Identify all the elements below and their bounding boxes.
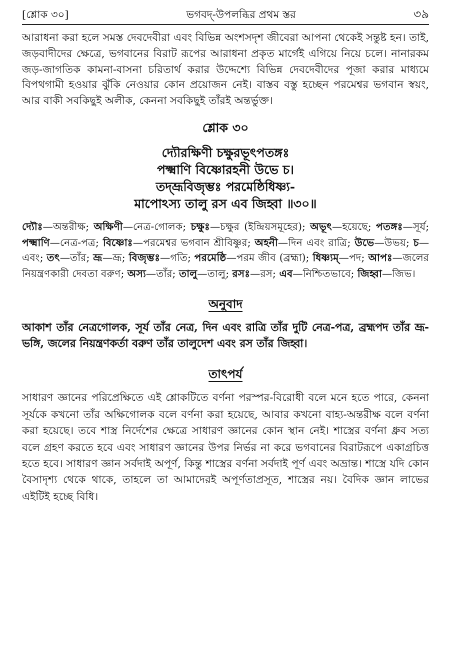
synonym-word: অভূৎ (310, 220, 332, 233)
purport-text: সাধারণ জ্ঞানের পরিপ্রেক্ষিতে এই শ্লোকটিতে বর্ণনা পরস্পর-বিরোধী বলে মনে হতে পারে, কেননা সূর্যকে কখনো তাঁর অক্ষিগোলক বলে বর্ণনা করা হয়েছে, আবার কখনো বাহ্য-অন্তরীক্ষ বলে বর্ণনা করা হয়েছে। তবে শাস্ত্র নির্দেশের ক্ষেত্রে সাধারণ জ্ঞানের কোন স্থান নেই। শাস্ত্রের বর্ণনা ধ্রুব সত্য বলে গ্রহণ করতে হবে এবং সাধারণ জ্ঞানের উপর নির্ভর না করে ভগবানের বিরাটরূপে একাগ্রচিত্ত হতে হবে। সাধারণ জ্ঞান সর্বদাই অপূর্ণ, কিন্তু শাস্ত্রের বর্ণনা সর্বদাই পূর্ণ এবং অভ্রান্ত। শাস্ত্রে যদি কোন বৈসাদৃশ্য থেকে থাকে, তাহলে তা আমাদেরই অপূর্ণতাপ্রসূত, শাস্ত্রের নয়। বৈদিক জ্ঞান লাভের এইটিই হচ্ছে বিধি। (22, 392, 429, 503)
synonym-meaning: তাঁর (156, 268, 173, 280)
synonym-meaning: রস (260, 268, 273, 280)
synonym-meaning: নেত্র-পত্র (59, 237, 96, 249)
synonym-word: বিজৃম্ভঃ (128, 252, 161, 265)
synonym-word: ভ্রূ (93, 252, 103, 265)
synonym-word: জিহ্বা (357, 267, 382, 280)
synonym-meaning: গতি (170, 253, 188, 265)
synonym-meaning: জিভ (392, 268, 412, 280)
translation-heading: অনুবাদ (208, 297, 243, 312)
synonym-word: আপঃ (368, 252, 393, 265)
header-center: ভগবদ্-উপলব্ধির প্রথম স্তর (186, 9, 296, 21)
verse-line-2: পক্ষ্মাণি বিষ্ণোরহনী উভে চ। (157, 161, 294, 177)
synonym-meaning: চক্ষুর (ইন্দ্রিয়সমূহের) (220, 221, 303, 233)
synonym-word: অহনী (254, 236, 278, 249)
synonym-meaning: পরমেশ্বর ভগবান শ্রীবিষ্ণুর (143, 237, 248, 249)
synonym-word: পক্ষ্মাণি (22, 236, 50, 249)
synonyms: দ্যৌঃ—অন্তরীক্ষ; অক্ষিণী—নেত্র-গোলক; চক্ষুঃ—চক্ষুর (ইন্দ্রিয়সমূহের); অভূৎ—হয়েছে; পতঙ্গঃ—সূর্য; পক্ষ্মাণি—নেত্র-পত্র; বিষ্ণোঃ—পরমেশ্বর ভগবান শ্রীবিষ্ণুর; অহনী—দিন এবং রাত্রি; উভে—উভয়; চ—এবং; তৎ—তাঁর; ভ্রূ—ভ্রূ; বিজৃম্ভঃ—গতি; পরমেষ্ঠি—পরম জীব (ব্রহ্মা); ধিষ্ণ্যম্—পদ; আপঃ—জলের নিয়ন্ত্রণকারী দেবতা বরুণ; অস্য—তাঁর; তালু—তালু; রসঃ—রস; এব—নিশ্চিতভাবে; জিহ্বা—জিভ। (22, 220, 430, 280)
verse-title: শ্লোক ৩০ (202, 119, 249, 135)
synonym-word: চক্ষুঃ (190, 220, 210, 233)
synonym-word: দ্যৌঃ (22, 220, 43, 233)
synonym-meaning: তাঁর (70, 253, 87, 265)
synonym-word: পতঙ্গঃ (376, 220, 403, 233)
verse-line-4: মাপোঽস্য তালু রস এব জিহ্বা ॥৩০॥ (134, 195, 317, 211)
intro-paragraph: আরাধনা করা হলে সমস্ত দেবদেবীরা এবং বিভিন্ন অংশসদৃশ জীবেরা আপনা থেকেই সন্তুষ্ট হন। তাই, জড়বাদীদের ক্ষেত্রে, ভগবানের বিরাট রূপের আরাধনা প্রকৃত মার্গেই এগিয়ে নিয়ে চলে। নানারকম জড়-জাগতিক কামনা-বাসনা চরিতার্থ করার উদ্দেশ্যে বিভিন্ন দেবদেবীদের পূজা করার মাধ্যমে বিপথগামী হওয়ার ঝুঁকি নেওয়ার কোন প্রয়োজন নেই। বাস্তব বস্তু হচ্ছেন পরমেশ্বর ভগবান স্বয়ং, আর বাকী সবকিছুই অলীক, কেননা সবকিছুই তাঁরই অন্তর্ভুক্ত। (22, 32, 429, 108)
synonym-word: বিষ্ণোঃ (102, 236, 133, 249)
synonym-word: রসঃ (232, 267, 250, 280)
synonym-word: এব (279, 267, 293, 280)
synonym-word: তৎ (46, 252, 60, 265)
synonym-meaning: সূর্য (412, 221, 426, 233)
synonym-meaning: দিন এবং রাত্রি (288, 237, 348, 249)
synonym-meaning: পরম জীব (ব্রহ্মা) (236, 253, 306, 265)
synonym-meaning: ভ্রূ (112, 253, 122, 265)
synonym-word: অক্ষিণী (93, 220, 123, 233)
synonym-meaning: নেত্র-গোলক (133, 221, 183, 233)
verse-line-1: দ্যৌরক্ষিণী চক্ষুরভূৎপতঙ্গঃ (161, 144, 290, 160)
synonym-word: তালু (178, 267, 198, 280)
page-header (22, 6, 429, 22)
synonym-word: পরমেষ্ঠি (194, 252, 227, 265)
synonym-word: অস্য (127, 267, 146, 280)
verse-line-3: তদ্ভ্রূবিজৃম্ভঃ পরমেষ্ঠিধিষ্ণ্য- (155, 178, 296, 194)
synonym-meaning: তালু (207, 268, 226, 280)
page-number: ৩৯ (413, 7, 429, 21)
purport-heading: তাৎপর্য (208, 367, 243, 382)
synonym-meaning: জলের নিয়ন্ত্রণকারী দেবতা বরুণ (22, 253, 430, 280)
synonym-meaning: হয়েছে (342, 221, 368, 233)
synonym-meaning: এবং (22, 253, 40, 265)
synonym-meaning: উভয় (384, 237, 406, 249)
translation-text: আকাশ তাঁর নেত্রগোলক, সূর্য তাঁর নেত্র, দিন এবং রাত্রি তাঁর দুটি নেত্র-পত্র, ব্রহ্মপদ তাঁর ভ্রূ-ভঙ্গি, জলের নিয়ন্ত্রণকর্তা বরুণ তাঁর তালুদেশ এবং রস তাঁর জিহ্বা। (22, 321, 429, 351)
header-left: [শ্লোক ৩০] (22, 9, 69, 21)
synonym-meaning: পদ (348, 253, 362, 265)
synonym-word: ধিষ্ণ্যম্ (312, 252, 339, 265)
synonym-word: চ (413, 236, 419, 249)
synonym-meaning: নিশ্চিতভাবে (302, 268, 351, 280)
synonym-meaning: অন্তরীক্ষ (52, 221, 86, 233)
synonym-word: উভে (354, 236, 375, 249)
